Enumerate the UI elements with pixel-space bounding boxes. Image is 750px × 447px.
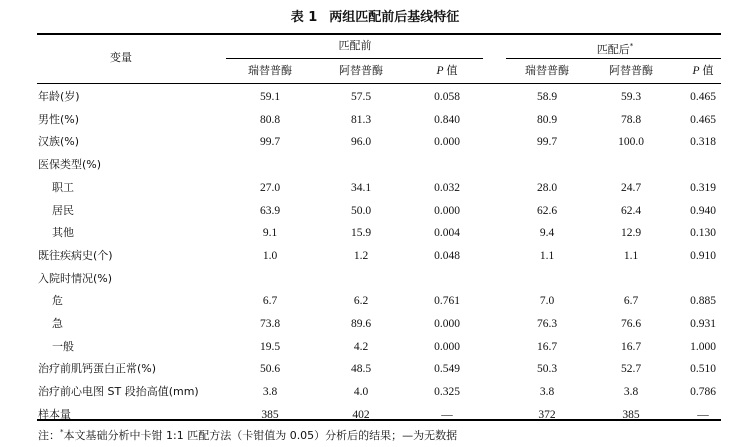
table-cell: 0.510 [690, 363, 716, 376]
note-text: 本文基础分析中卡钳 1:1 匹配方法（卡钳值为 0.05）分析后的结果；—为无数据 [63, 429, 458, 442]
p-value-word: 值 [702, 64, 714, 77]
row-label: 入院时情况(%) [38, 271, 113, 285]
header-after-group [565, 39, 665, 57]
table-cell: 0.940 [690, 204, 716, 217]
note-mark: * [60, 428, 64, 436]
table-footnote [38, 427, 457, 443]
header-variable: 变量 [110, 51, 132, 64]
table-cell: 1.1 [623, 249, 639, 262]
table-cell: 0.325 [434, 386, 460, 399]
header-before-group: 匹配前 [338, 39, 372, 52]
table-cell: 9.1 [262, 227, 278, 240]
table-cell: 50.0 [350, 204, 372, 217]
row-label: 居民 [52, 203, 74, 217]
table-cell: 385 [622, 408, 640, 421]
p-value-word: 值 [446, 64, 458, 77]
table-cell: 1.2 [353, 249, 369, 262]
group-rule-after [506, 58, 721, 59]
row-label: 汉族(%) [38, 135, 80, 149]
table-cell: 0.761 [434, 295, 460, 308]
header-rule [37, 83, 721, 84]
table-cell: 63.9 [259, 204, 281, 217]
table-cell: 3.8 [539, 386, 555, 399]
table-cell: 50.3 [536, 363, 558, 376]
p-symbol: P [692, 65, 700, 77]
table-cell: 1.0 [262, 249, 278, 262]
table-cell: 0.318 [690, 136, 716, 149]
table-cell: 0.910 [690, 249, 716, 262]
table-cell: 57.5 [350, 91, 372, 103]
row-label: 其他 [52, 226, 74, 240]
table-cell: 99.7 [259, 136, 281, 149]
col-header-p [663, 64, 743, 78]
table-title-text: 两组匹配前后基线特征 [329, 10, 460, 25]
table-cell: 0.549 [434, 363, 460, 376]
row-label: 医保类型(%) [38, 158, 102, 172]
table-number: 表 1 [290, 10, 318, 25]
row-label: 急 [52, 317, 63, 330]
row-label: 男性(%) [38, 112, 80, 126]
table-cell: 4.0 [353, 386, 369, 399]
p-symbol: P [436, 65, 444, 77]
row-label: 既往疾病史(个) [38, 248, 113, 262]
table-cell: 50.6 [259, 363, 281, 376]
table-cell: 96.0 [350, 136, 372, 149]
table-cell: 62.4 [620, 204, 642, 217]
table-cell: 402 [352, 408, 370, 421]
table-cell: 80.9 [536, 113, 558, 126]
row-label: 样本量 [38, 407, 71, 421]
table-cell: 0.048 [434, 249, 460, 262]
table-cell: 0.931 [690, 318, 716, 330]
table-cell: 0.319 [690, 181, 716, 194]
table-cell: 1.000 [690, 340, 716, 353]
table-cell: 59.3 [620, 91, 642, 103]
table-cell: 6.7 [623, 295, 639, 308]
col-header: 瑞替普酶 [525, 64, 569, 77]
table-cell: — [441, 408, 453, 421]
table-cell: 3.8 [262, 386, 278, 399]
table-cell: 62.6 [536, 204, 558, 217]
table-cell: 76.6 [620, 318, 642, 330]
table-cell: 0.004 [434, 227, 460, 240]
table-cell: 16.7 [620, 340, 642, 353]
table-cell: 24.7 [620, 181, 642, 194]
header-after-group-label: 匹配后 [596, 43, 630, 56]
table-cell: 1.1 [539, 249, 555, 262]
table-cell: 59.1 [259, 91, 281, 103]
table-cell: 16.7 [536, 340, 558, 353]
table-cell: 0.465 [690, 113, 716, 126]
table-cell: 73.8 [259, 318, 281, 330]
table-cell: 0.000 [434, 318, 460, 330]
table-cell: 81.3 [350, 113, 372, 126]
table-cell: 58.9 [536, 91, 558, 103]
table-cell: 78.8 [620, 113, 642, 126]
table-cell: 0.840 [434, 113, 460, 126]
table-cell: 0.130 [690, 227, 716, 240]
table-cell: 15.9 [350, 227, 372, 240]
table-cell: 34.1 [350, 181, 372, 194]
table-cell: 89.6 [350, 318, 372, 330]
table-cell: 48.5 [350, 363, 372, 376]
header-after-mark: * [629, 42, 634, 50]
table-cell: 4.2 [353, 340, 369, 353]
table-cell: 3.8 [623, 386, 639, 399]
table-cell: 6.7 [262, 295, 278, 308]
col-header-p [407, 64, 487, 78]
row-label: 一般 [52, 339, 74, 353]
table-cell: 19.5 [259, 340, 281, 353]
row-label: 危 [52, 294, 63, 308]
note-prefix: 注： [38, 429, 60, 442]
table-cell: — [697, 408, 709, 421]
table-cell: 99.7 [536, 136, 558, 149]
table-cell: 27.0 [259, 181, 281, 194]
table-cell: 28.0 [536, 181, 558, 194]
table-title [0, 6, 750, 25]
table-cell: 0.786 [690, 386, 716, 399]
table-cell: 80.8 [259, 113, 281, 126]
top-rule [37, 33, 721, 35]
table-cell: 12.9 [620, 227, 642, 240]
col-header: 瑞替普酶 [248, 64, 292, 77]
table-cell: 6.2 [353, 295, 369, 308]
table-cell: 0.058 [434, 91, 460, 103]
table-cell: 0.885 [690, 295, 716, 308]
row-label: 治疗前心电图 ST 段抬高值(mm) [38, 385, 199, 399]
table-cell: 372 [538, 408, 556, 421]
table-cell: 0.032 [434, 181, 460, 194]
table-cell: 9.4 [539, 227, 555, 240]
table-cell: 52.7 [620, 363, 642, 376]
row-label: 治疗前肌钙蛋白正常(%) [38, 362, 157, 376]
table-cell: 0.465 [690, 91, 716, 103]
row-label: 年龄(岁) [38, 90, 80, 103]
group-rule-before [226, 58, 483, 59]
table-cell: 0.000 [434, 136, 460, 149]
row-label: 职工 [52, 180, 74, 194]
table-cell: 100.0 [618, 136, 644, 149]
table-cell: 76.3 [536, 318, 558, 330]
col-header: 阿替普酶 [339, 64, 383, 77]
col-header: 阿替普酶 [609, 64, 653, 77]
table-cell: 0.000 [434, 204, 460, 217]
table-cell: 0.000 [434, 340, 460, 353]
table-cell: 7.0 [539, 295, 555, 308]
table-cell: 385 [261, 408, 279, 421]
